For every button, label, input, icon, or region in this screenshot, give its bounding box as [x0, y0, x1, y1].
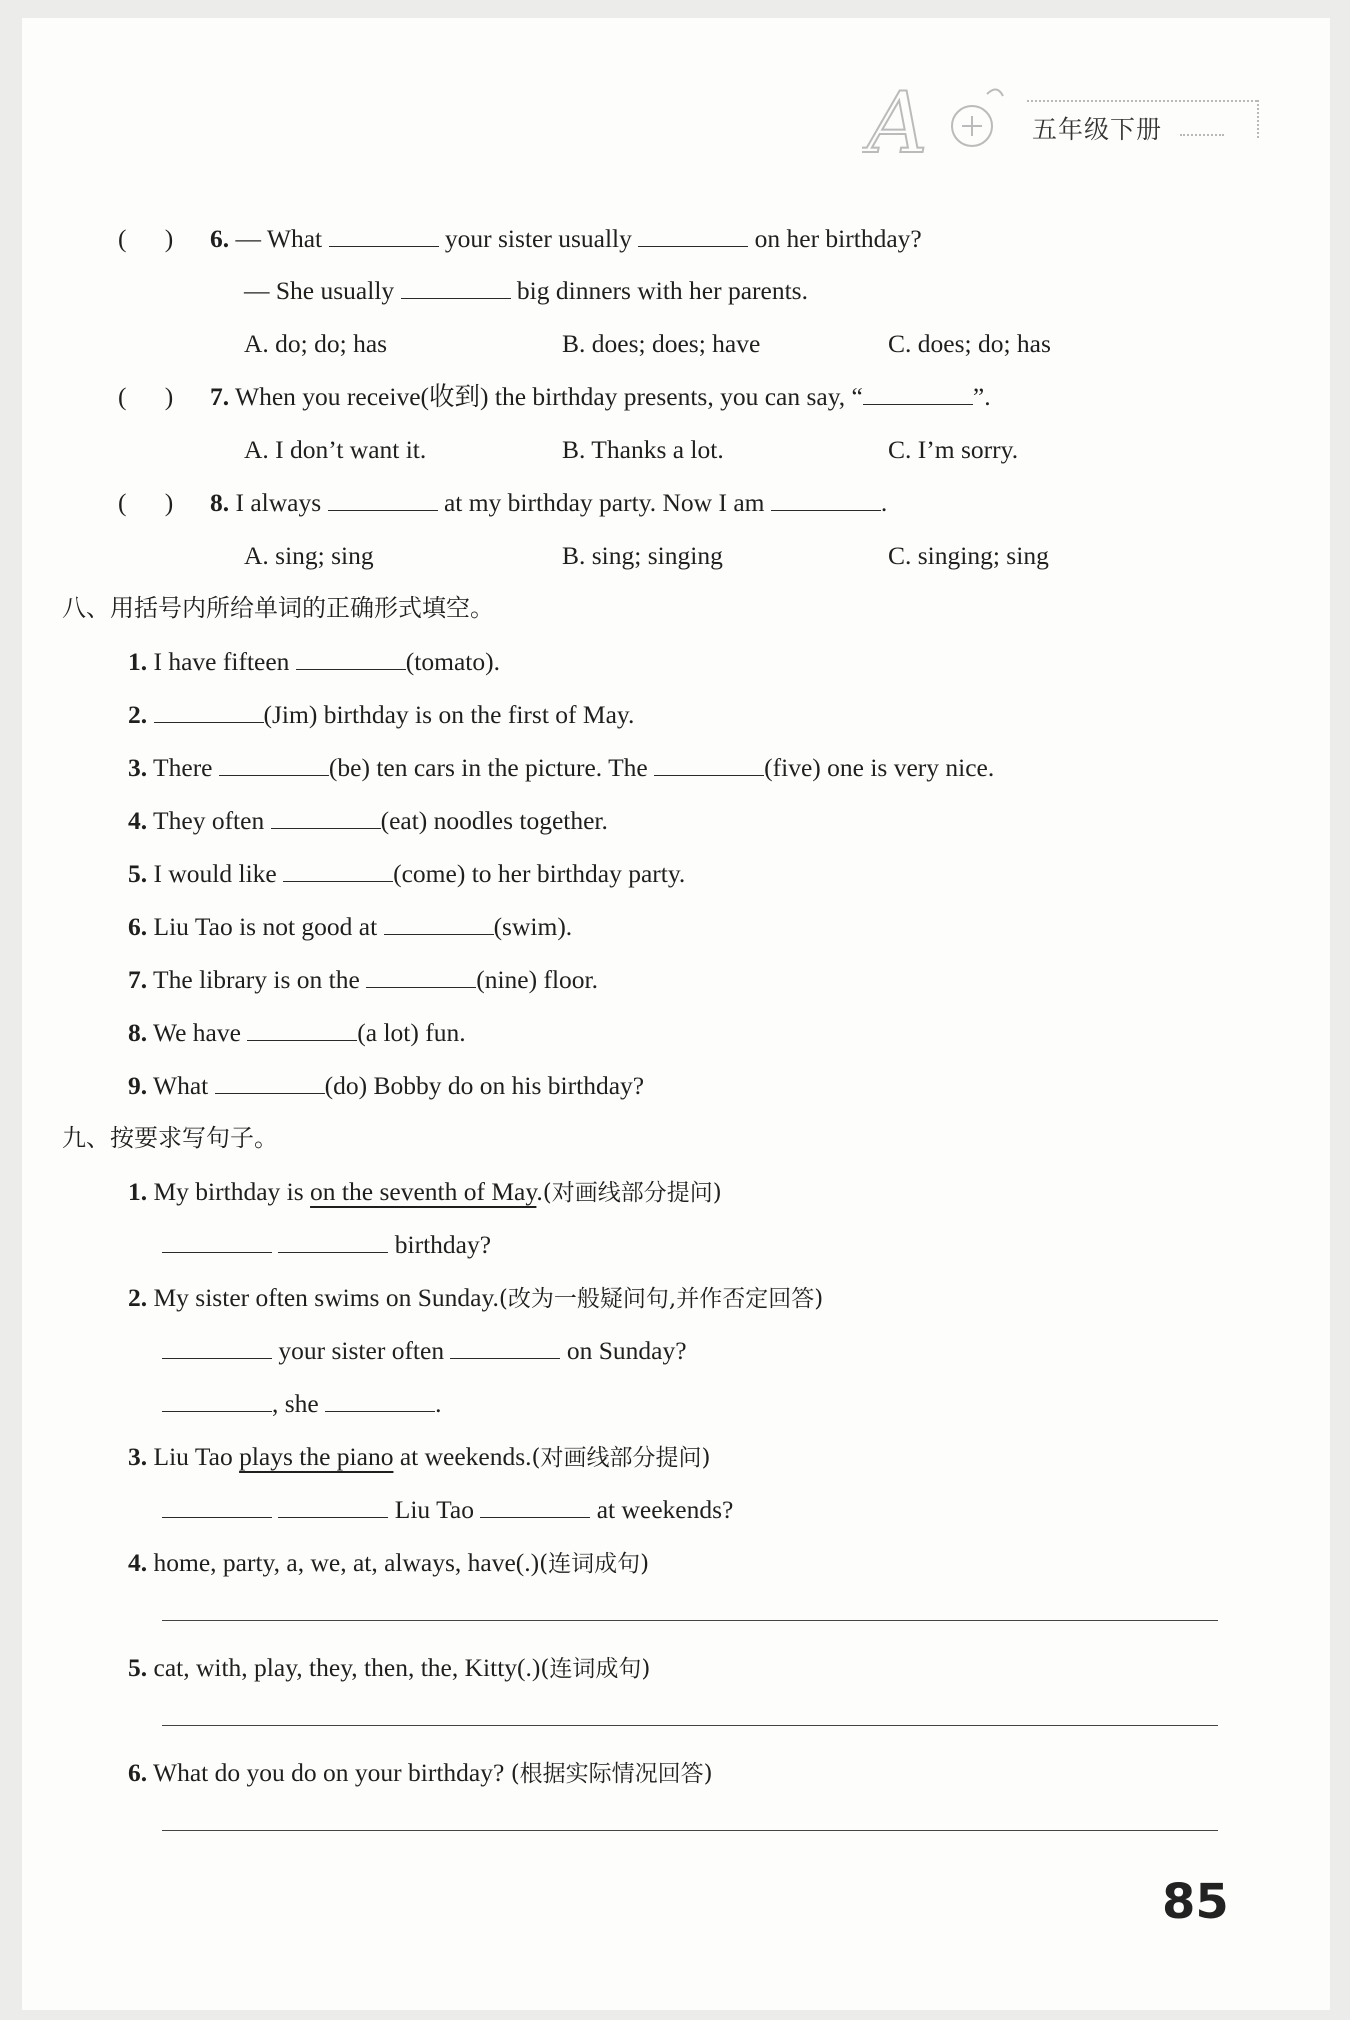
- option-c: C. I’m sorry.: [888, 435, 1019, 464]
- question-6-reply: [244, 278, 808, 304]
- option-a: A. sing; sing: [244, 541, 374, 570]
- text: (be) ten cars in the picture. The: [328, 753, 648, 782]
- text: big dinners with her parents.: [516, 276, 808, 305]
- fill-item-8: [128, 1020, 466, 1046]
- fill-blank[interactable]: [219, 774, 329, 776]
- question-number: 7.: [210, 382, 230, 411]
- text: ”.: [972, 382, 991, 411]
- instruction-note: (对画线部分提问): [531, 1445, 711, 1471]
- fill-blank[interactable]: [325, 1410, 435, 1412]
- answer-paren[interactable]: ( ): [118, 488, 174, 517]
- item-number: 3.: [128, 753, 148, 782]
- item-number: 8.: [128, 1018, 148, 1047]
- fill-blank[interactable]: [247, 1039, 357, 1041]
- fill-blank[interactable]: [401, 297, 511, 299]
- item-number: 4.: [128, 1548, 148, 1577]
- text: When you receive(收到) the birthday presents, you can say, “: [235, 382, 863, 411]
- text: .: [435, 1389, 442, 1418]
- fill-item-6: [128, 914, 572, 940]
- text: .: [880, 488, 888, 517]
- text: (swim).: [493, 912, 573, 941]
- text: .: [536, 1177, 543, 1206]
- rewrite-2-question: [162, 1338, 687, 1364]
- fill-blank[interactable]: [162, 1357, 272, 1359]
- rewrite-3-answer: [162, 1497, 733, 1523]
- text: My birthday is: [153, 1177, 304, 1206]
- page-number: 85: [1162, 1874, 1229, 1930]
- header-dotted-rule: [1180, 134, 1224, 136]
- text: — She usually: [244, 276, 395, 305]
- fill-item-7: [128, 967, 598, 993]
- item-number: 3.: [128, 1442, 148, 1471]
- workbook-page: [22, 18, 1330, 2010]
- rewrite-4: [128, 1550, 649, 1576]
- item-number: 6.: [128, 1758, 148, 1787]
- answer-line[interactable]: [162, 1830, 1218, 1831]
- text: My sister often swims on Sunday.: [153, 1283, 499, 1312]
- text: at my birthday party. Now I am: [443, 488, 765, 517]
- item-number: 5.: [128, 1653, 148, 1682]
- fill-item-5: [128, 861, 685, 887]
- fill-blank[interactable]: [638, 245, 748, 247]
- answer-line[interactable]: [162, 1620, 1218, 1621]
- item-number: 6.: [128, 912, 148, 941]
- fill-blank[interactable]: [271, 827, 381, 829]
- fill-blank[interactable]: [384, 933, 494, 935]
- text: (tomato).: [405, 647, 500, 676]
- option-b: B. Thanks a lot.: [562, 435, 724, 464]
- answer-paren[interactable]: ( ): [118, 382, 174, 411]
- fill-item-4: [128, 808, 608, 834]
- fill-blank[interactable]: [366, 986, 476, 988]
- item-number: 4.: [128, 806, 148, 835]
- text: (do) Bobby do on his birthday?: [324, 1071, 645, 1100]
- text: I always: [235, 488, 322, 517]
- fill-blank[interactable]: [278, 1516, 388, 1518]
- fill-item-1: [128, 649, 500, 675]
- fill-blank[interactable]: [863, 403, 973, 405]
- fill-blank[interactable]: [450, 1357, 560, 1359]
- grade-label: 五年级下册: [1032, 115, 1163, 144]
- text: birthday?: [394, 1230, 492, 1259]
- text: home, party, a, we, at, always, have(.): [153, 1548, 540, 1577]
- section-title-9: 九、按要求写句子。: [62, 1124, 278, 1152]
- rewrite-6: [128, 1760, 713, 1786]
- fill-blank[interactable]: [480, 1516, 590, 1518]
- item-number: 7.: [128, 965, 148, 994]
- option-a: A. do; do; has: [244, 329, 388, 358]
- text: (five) one is very nice.: [764, 753, 995, 782]
- fill-blank[interactable]: [771, 509, 881, 511]
- question-number: 8.: [210, 488, 230, 517]
- text: There: [153, 753, 213, 782]
- item-number: 1.: [128, 1177, 148, 1206]
- text: What: [153, 1071, 209, 1100]
- fill-blank[interactable]: [329, 245, 439, 247]
- fill-item-3: [128, 755, 994, 781]
- text: (nine) floor.: [476, 965, 599, 994]
- fill-blank[interactable]: [162, 1251, 272, 1253]
- fill-blank[interactable]: [328, 509, 438, 511]
- text: We have: [153, 1018, 241, 1047]
- text: What do you do on your birthday?: [153, 1758, 505, 1787]
- fill-blank[interactable]: [154, 721, 264, 723]
- question-7: [210, 384, 991, 410]
- option-c: C. singing; sing: [888, 541, 1049, 570]
- text: cat, with, play, they, then, the, Kitty(.): [153, 1653, 541, 1682]
- question-number: 6.: [210, 224, 230, 253]
- header-dotted-rule: [1027, 100, 1257, 102]
- a-plus-logo: [862, 74, 1012, 164]
- option-b: B. does; does; have: [562, 329, 761, 358]
- item-number: 9.: [128, 1071, 148, 1100]
- option-c: C. does; do; has: [888, 329, 1051, 358]
- text: Liu Tao: [394, 1495, 474, 1524]
- answer-paren[interactable]: ( ): [118, 224, 174, 253]
- item-number: 1.: [128, 647, 148, 676]
- text: (Jim) birthday is on the first of May.: [263, 700, 635, 729]
- rewrite-1-answer: [162, 1232, 491, 1258]
- header-dotted-rule: [1257, 100, 1259, 138]
- text: , she: [272, 1389, 319, 1418]
- fill-blank[interactable]: [278, 1251, 388, 1253]
- rewrite-2-answer: [162, 1391, 442, 1417]
- text: (a lot) fun.: [357, 1018, 466, 1047]
- section-title-8: 八、用括号内所给单词的正确形式填空。: [62, 594, 494, 622]
- item-number: 2.: [128, 700, 148, 729]
- rewrite-1: [128, 1179, 722, 1205]
- rewrite-2: [128, 1285, 823, 1311]
- question-8: [210, 490, 887, 516]
- underlined-phrase: on the seventh of May: [310, 1177, 537, 1206]
- fill-item-2: [128, 702, 634, 728]
- text: at weekends?: [596, 1495, 734, 1524]
- text: on Sunday?: [566, 1336, 687, 1365]
- text: (come) to her birthday party.: [393, 859, 686, 888]
- svg-text:A: A: [867, 74, 928, 164]
- text: Liu Tao: [153, 1442, 233, 1471]
- text: I have fifteen: [153, 647, 290, 676]
- fill-item-9: [128, 1073, 644, 1099]
- item-number: 2.: [128, 1283, 148, 1312]
- text: at weekends.: [399, 1442, 532, 1471]
- text: I would like: [153, 859, 277, 888]
- text: They often: [153, 806, 265, 835]
- instruction-note: (根据实际情况回答): [510, 1761, 713, 1787]
- text: your sister often: [278, 1336, 445, 1365]
- text: The library is on the: [153, 965, 360, 994]
- text: your sister usually: [444, 224, 632, 253]
- fill-blank[interactable]: [654, 774, 764, 776]
- item-number: 5.: [128, 859, 148, 888]
- text: on her birthday?: [754, 224, 922, 253]
- instruction-note: (连词成句): [539, 1551, 650, 1577]
- question-6: [210, 226, 922, 252]
- instruction-note: (改为一般疑问句,并作否定回答): [498, 1286, 824, 1312]
- underlined-phrase: plays the piano: [239, 1442, 394, 1471]
- fill-blank[interactable]: [162, 1410, 272, 1412]
- text: Liu Tao is not good at: [153, 912, 378, 941]
- instruction-note: (连词成句): [540, 1656, 651, 1682]
- rewrite-3: [128, 1444, 711, 1470]
- fill-blank[interactable]: [162, 1516, 272, 1518]
- instruction-note: (对画线部分提问): [542, 1180, 722, 1206]
- option-b: B. sing; singing: [562, 541, 723, 570]
- fill-blank[interactable]: [283, 880, 393, 882]
- fill-blank[interactable]: [296, 668, 406, 670]
- option-a: A. I don’t want it.: [244, 435, 427, 464]
- text: (eat) noodles together.: [380, 806, 608, 835]
- text: — What: [235, 224, 323, 253]
- answer-line[interactable]: [162, 1725, 1218, 1726]
- rewrite-5: [128, 1655, 650, 1681]
- fill-blank[interactable]: [215, 1092, 325, 1094]
